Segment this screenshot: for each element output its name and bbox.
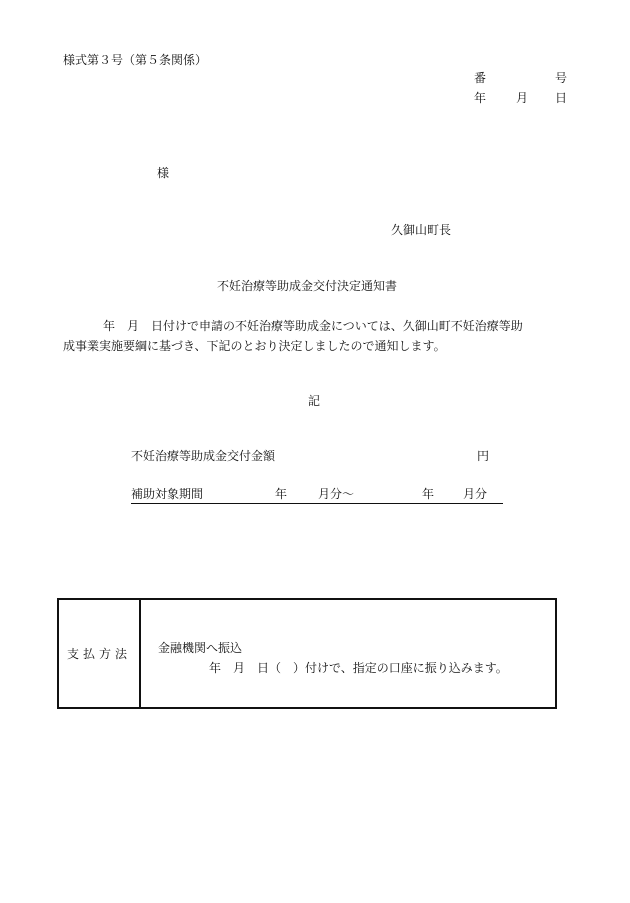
date-month-label: 月 bbox=[516, 91, 529, 105]
addressee-suffix: 様 bbox=[157, 166, 170, 180]
notice-body-line-1: 年 月 日付けで申請の不妊治療等助成金については、久御山町不妊治療等助 bbox=[103, 319, 523, 333]
period-end-year: 年 bbox=[422, 487, 435, 501]
date-day-label: 日 bbox=[554, 91, 567, 105]
payment-method-header: 支払方法 bbox=[59, 600, 141, 707]
payment-method-table bbox=[57, 598, 557, 709]
date-year-label: 年 bbox=[474, 91, 487, 105]
period-end-month: 月分 bbox=[463, 487, 488, 501]
grant-amount-unit: 円 bbox=[477, 449, 490, 463]
period-start-month: 月分～ bbox=[318, 487, 355, 501]
grant-amount-label: 不妊治療等助成金交付金額 bbox=[131, 449, 276, 463]
payment-method-value: 金融機関へ振込 bbox=[158, 641, 243, 655]
number-suffix: 号 bbox=[554, 71, 567, 85]
form-number: 様式第３号（第５条関係） bbox=[63, 53, 208, 67]
document-title: 不妊治療等助成金交付決定通知書 bbox=[217, 279, 398, 293]
issuer-name: 久御山町長 bbox=[391, 223, 452, 237]
subsidy-period-label: 補助対象期間 bbox=[131, 487, 204, 501]
payment-transfer-detail: 年 月 日（ ）付けで、指定の口座に振り込みます。 bbox=[209, 661, 508, 675]
notice-body-line-2: 成事業実施要綱に基づき、下記のとおり決定しましたので通知します。 bbox=[63, 339, 446, 353]
number-prefix: 番 bbox=[474, 71, 487, 85]
subsidy-period-row bbox=[131, 486, 503, 504]
ki-heading: 記 bbox=[308, 394, 321, 408]
period-start-year: 年 bbox=[275, 487, 288, 501]
notice-body bbox=[63, 316, 578, 356]
